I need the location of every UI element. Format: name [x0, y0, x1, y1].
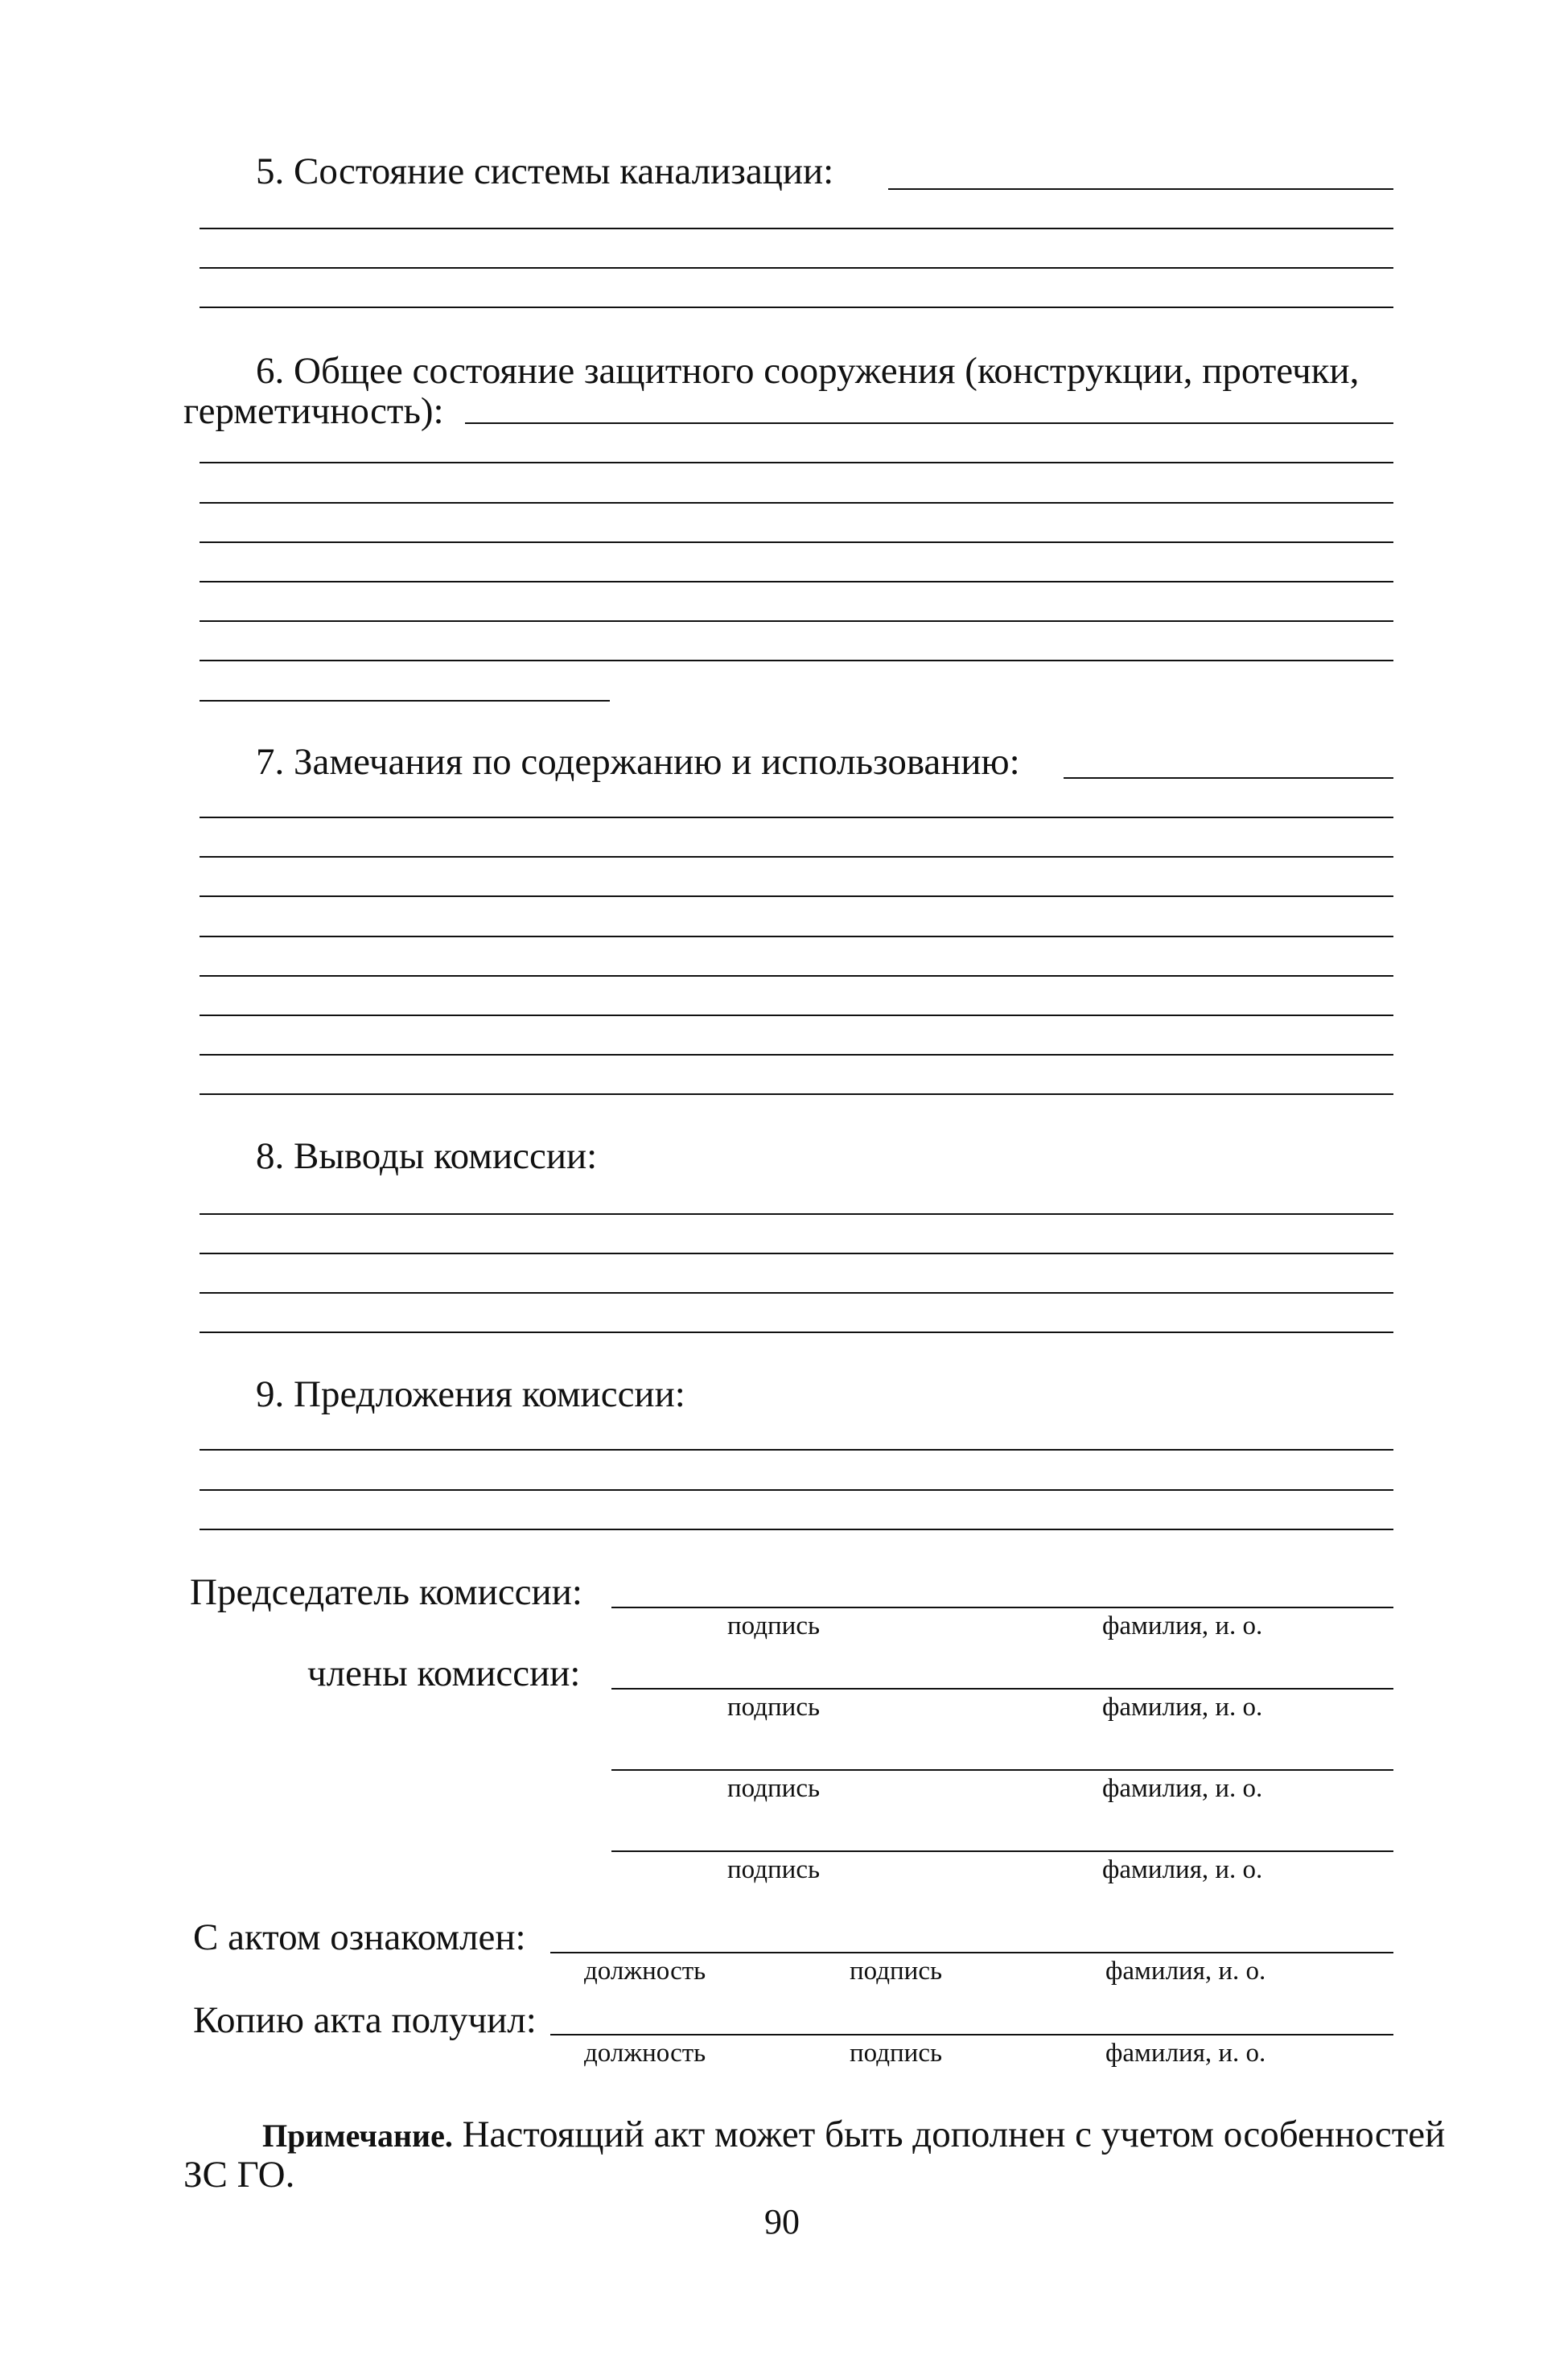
signature-hint: подпись [727, 1774, 821, 1803]
signature-hint: подпись [727, 1611, 821, 1640]
section-6-label: 6. Общее состояние защитного сооружения (конструкции, протечки, [256, 350, 1360, 392]
chairman-signature-line[interactable] [611, 1607, 1393, 1608]
section-7-answer-line[interactable] [200, 856, 1393, 858]
member-signature-line[interactable] [611, 1850, 1393, 1852]
position-hint: должность [584, 1957, 706, 1986]
section-5-label: 5. Состояние системы канализации: [256, 150, 834, 192]
section-6-answer-line[interactable] [200, 462, 1393, 463]
name-hint: фамилия, и. о. [1102, 1855, 1263, 1884]
signature-hint: подпись [850, 1957, 943, 1986]
section-8-answer-line[interactable] [200, 1292, 1393, 1294]
section-8-answer-line[interactable] [200, 1253, 1393, 1254]
name-hint: фамилия, и. о. [1105, 1957, 1266, 1986]
section-6-answer-line[interactable] [200, 541, 1393, 543]
member-signature-line[interactable] [611, 1688, 1393, 1690]
copy-received-line[interactable] [550, 2034, 1393, 2035]
section-7-answer-line[interactable] [200, 1054, 1393, 1056]
section-9-label: 9. Предложения комиссии: [256, 1373, 685, 1415]
section-7-answer-line[interactable] [200, 936, 1393, 937]
chairman-label: Председатель комиссии: [190, 1571, 582, 1613]
section-6-answer-line-short[interactable] [200, 700, 610, 702]
signature-hint: подпись [850, 2039, 943, 2068]
section-5-answer-line[interactable] [200, 267, 1393, 269]
acknowledged-label: С актом ознакомлен: [193, 1916, 526, 1958]
section-8-answer-line[interactable] [200, 1332, 1393, 1333]
section-6-label-cont: герметичность): [183, 390, 444, 432]
copy-received-label: Копию акта получил: [193, 1999, 537, 2041]
section-7-answer-line[interactable] [1064, 777, 1393, 779]
section-9-answer-line[interactable] [200, 1529, 1393, 1530]
section-6-answer-line[interactable] [200, 581, 1393, 582]
page-number: 90 [764, 2202, 800, 2241]
note-text: Настоящий акт может быть дополнен с учетом особенностей [452, 2114, 1446, 2155]
signature-hint: подпись [727, 1855, 821, 1884]
section-7-answer-line[interactable] [200, 895, 1393, 897]
section-7-answer-line[interactable] [200, 975, 1393, 977]
section-5-answer-line[interactable] [888, 188, 1393, 190]
section-8-label: 8. Выводы комиссии: [256, 1135, 598, 1177]
note-heading: Примечание. [262, 2118, 453, 2154]
note-text-cont: ЗС ГО. [183, 2154, 295, 2196]
section-6-answer-line[interactable] [465, 422, 1393, 424]
position-hint: должность [584, 2039, 706, 2068]
acknowledged-line[interactable] [550, 1952, 1393, 1953]
name-hint: фамилия, и. о. [1102, 1611, 1263, 1640]
section-7-label: 7. Замечания по содержанию и использованию: [256, 741, 1020, 783]
section-5-answer-line[interactable] [200, 228, 1393, 229]
name-hint: фамилия, и. о. [1102, 1693, 1263, 1722]
section-8-answer-line[interactable] [200, 1213, 1393, 1215]
name-hint: фамилия, и. о. [1102, 1774, 1263, 1803]
section-9-answer-line[interactable] [200, 1489, 1393, 1491]
section-6-answer-line[interactable] [200, 660, 1393, 661]
signature-hint: подпись [727, 1693, 821, 1722]
members-label: члены комиссии: [307, 1653, 581, 1694]
name-hint: фамилия, и. о. [1105, 2039, 1266, 2068]
section-9-answer-line[interactable] [200, 1449, 1393, 1451]
section-7-answer-line[interactable] [200, 817, 1393, 818]
section-7-answer-line[interactable] [200, 1093, 1393, 1095]
section-6-answer-line[interactable] [200, 502, 1393, 504]
note-paragraph [262, 2116, 1445, 2154]
section-5-answer-line[interactable] [200, 307, 1393, 308]
member-signature-line[interactable] [611, 1769, 1393, 1771]
section-7-answer-line[interactable] [200, 1015, 1393, 1016]
section-6-answer-line[interactable] [200, 620, 1393, 622]
